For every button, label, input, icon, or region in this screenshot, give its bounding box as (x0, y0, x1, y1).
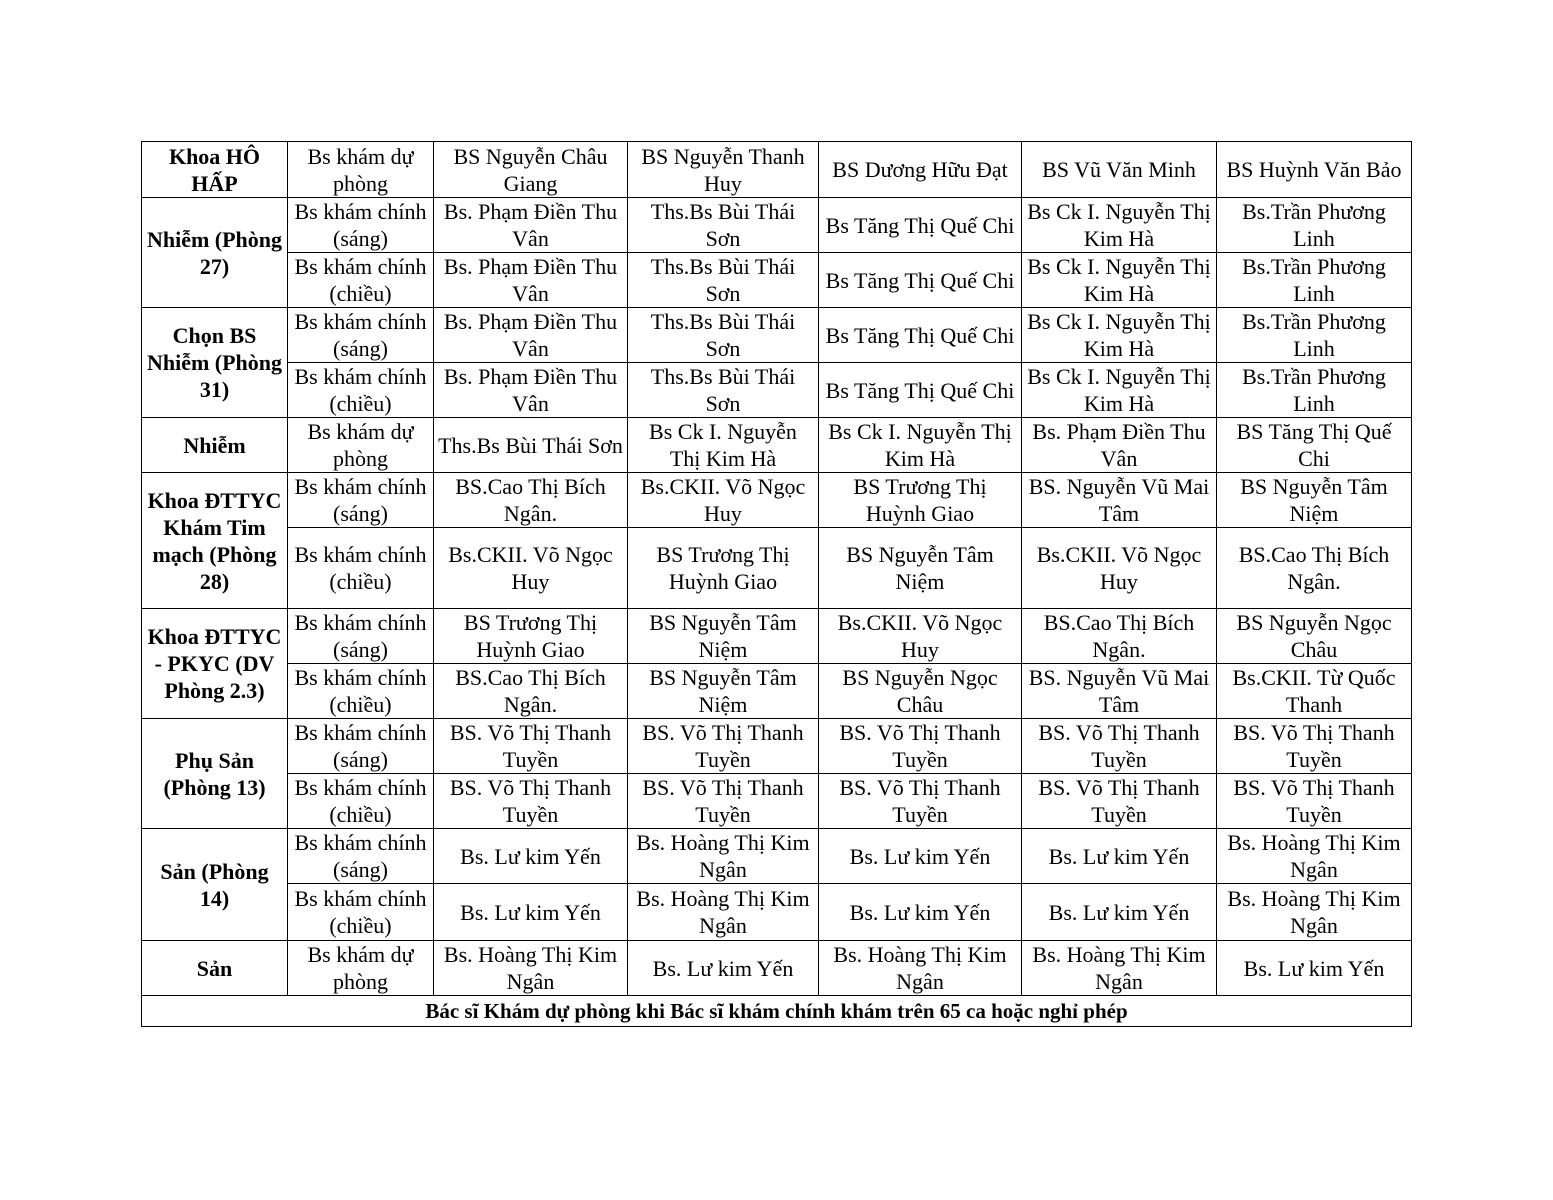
doctor-cell: BS. Võ Thị Thanh Tuyền (1022, 719, 1217, 774)
doctor-schedule-table (141, 141, 1412, 1027)
doctor-cell: Ths.Bs Bùi Thái Sơn (628, 253, 819, 308)
doctor-cell: BS Trương Thị Huỳnh Giao (434, 609, 628, 664)
doctor-cell: Bs Tăng Thị Quế Chi (819, 363, 1022, 418)
doctor-cell: Bs. Hoàng Thị Kim Ngân (1022, 941, 1217, 996)
doctor-cell: Bs. Lư kim Yến (819, 829, 1022, 884)
doctor-cell: Bs Ck I. Nguyễn Thị Kim Hà (1022, 308, 1217, 363)
doctor-cell: Bs Ck I. Nguyễn Thị Kim Hà (628, 418, 819, 473)
department-cell: Chọn BS Nhiễm (Phòng 31) (142, 308, 288, 418)
doctor-cell: BS Nguyễn Tâm Niệm (819, 528, 1022, 609)
doctor-cell: Bs.CKII. Võ Ngọc Huy (819, 609, 1022, 664)
table-row (142, 941, 1412, 996)
doctor-cell: BS. Võ Thị Thanh Tuyền (628, 774, 819, 829)
doctor-cell: BS. Võ Thị Thanh Tuyền (1217, 719, 1412, 774)
doctor-cell: BS Trương Thị Huỳnh Giao (628, 528, 819, 609)
role-cell: Bs khám chính (chiều) (288, 253, 434, 308)
doctor-cell: Bs. Phạm Điền Thu Vân (1022, 418, 1217, 473)
doctor-cell: Bs Ck I. Nguyễn Thị Kim Hà (1022, 363, 1217, 418)
doctor-cell: BS Nguyễn Tâm Niệm (628, 609, 819, 664)
doctor-cell: BS. Võ Thị Thanh Tuyền (819, 774, 1022, 829)
doctor-cell: BS Trương Thị Huỳnh Giao (819, 473, 1022, 528)
doctor-cell: Bs. Lư kim Yến (819, 884, 1022, 941)
doctor-cell: Bs. Phạm Điền Thu Vân (434, 308, 628, 363)
doctor-cell: Bs. Hoàng Thị Kim Ngân (1217, 884, 1412, 941)
doctor-cell: Bs.Trần Phương Linh (1217, 198, 1412, 253)
doctor-cell: Bs Ck I. Nguyễn Thị Kim Hà (819, 418, 1022, 473)
doctor-cell: BS. Nguyễn Vũ Mai Tâm (1022, 473, 1217, 528)
role-cell: Bs khám chính (sáng) (288, 473, 434, 528)
department-cell: Sản (Phòng 14) (142, 829, 288, 941)
doctor-cell: Bs. Hoàng Thị Kim Ngân (819, 941, 1022, 996)
table-row (142, 719, 1412, 774)
doctor-cell: Bs.CKII. Võ Ngọc Huy (628, 473, 819, 528)
doctor-cell: BS. Nguyễn Vũ Mai Tâm (1022, 664, 1217, 719)
table-row (142, 609, 1412, 664)
role-cell: Bs khám chính (sáng) (288, 829, 434, 884)
doctor-cell: Bs. Lư kim Yến (434, 884, 628, 941)
doctor-cell: Bs. Hoàng Thị Kim Ngân (434, 941, 628, 996)
role-cell: Bs khám chính (sáng) (288, 719, 434, 774)
doctor-cell: BS Dương Hữu Đạt (819, 142, 1022, 198)
doctor-cell: BS. Võ Thị Thanh Tuyền (819, 719, 1022, 774)
doctor-cell: BS Tăng Thị Quế Chi (1217, 418, 1412, 473)
role-cell: Bs khám chính (chiều) (288, 774, 434, 829)
doctor-cell: Ths.Bs Bùi Thái Sơn (628, 198, 819, 253)
doctor-cell: Ths.Bs Bùi Thái Sơn (434, 418, 628, 473)
doctor-cell: Bs Ck I. Nguyễn Thị Kim Hà (1022, 198, 1217, 253)
doctor-cell: BS. Võ Thị Thanh Tuyền (434, 774, 628, 829)
role-cell: Bs khám chính (sáng) (288, 308, 434, 363)
table-row (142, 884, 1412, 941)
doctor-cell: Bs. Lư kim Yến (628, 941, 819, 996)
doctor-cell: Bs. Hoàng Thị Kim Ngân (628, 829, 819, 884)
role-cell: Bs khám chính (sáng) (288, 198, 434, 253)
department-cell: Khoa ĐTTYC Khám Tim mạch (Phòng 28) (142, 473, 288, 609)
doctor-cell: Bs. Phạm Điền Thu Vân (434, 253, 628, 308)
doctor-cell: Bs. Lư kim Yến (434, 829, 628, 884)
doctor-cell: Bs. Phạm Điền Thu Vân (434, 198, 628, 253)
doctor-cell: Bs. Phạm Điền Thu Vân (434, 363, 628, 418)
doctor-cell: BS Nguyễn Châu Giang (434, 142, 628, 198)
footer-note: Bác sĩ Khám dự phòng khi Bác sĩ khám chính khám trên 65 ca hoặc nghỉ phép (142, 996, 1412, 1027)
doctor-cell: BS.Cao Thị Bích Ngân. (1022, 609, 1217, 664)
doctor-cell: Bs. Hoàng Thị Kim Ngân (1217, 829, 1412, 884)
doctor-cell: Bs. Lư kim Yến (1022, 884, 1217, 941)
doctor-cell: BS Nguyễn Ngọc Châu (819, 664, 1022, 719)
doctor-cell: Bs Tăng Thị Quế Chi (819, 253, 1022, 308)
doctor-cell: Bs. Lư kim Yến (1022, 829, 1217, 884)
doctor-cell: Bs Ck I. Nguyễn Thị Kim Hà (1022, 253, 1217, 308)
doctor-cell: BS.Cao Thị Bích Ngân. (1217, 528, 1412, 609)
table-row (142, 198, 1412, 253)
role-cell: Bs khám dự phòng (288, 142, 434, 198)
department-cell: Sản (142, 941, 288, 996)
role-cell: Bs khám chính (chiều) (288, 528, 434, 609)
doctor-cell: Bs.Trần Phương Linh (1217, 363, 1412, 418)
table-row (142, 253, 1412, 308)
table-row (142, 473, 1412, 528)
doctor-cell: Bs Tăng Thị Quế Chi (819, 308, 1022, 363)
table-row (142, 774, 1412, 829)
doctor-cell: Bs. Lư kim Yến (1217, 941, 1412, 996)
doctor-cell: Bs.CKII. Từ Quốc Thanh (1217, 664, 1412, 719)
table-row (142, 829, 1412, 884)
role-cell: Bs khám chính (chiều) (288, 884, 434, 941)
department-cell: Nhiễm (142, 418, 288, 473)
doctor-cell: Bs Tăng Thị Quế Chi (819, 198, 1022, 253)
doctor-cell: BS. Võ Thị Thanh Tuyền (1217, 774, 1412, 829)
doctor-cell: BS.Cao Thị Bích Ngân. (434, 473, 628, 528)
doctor-cell: BS Huỳnh Văn Bảo (1217, 142, 1412, 198)
doctor-cell: Bs.Trần Phương Linh (1217, 253, 1412, 308)
doctor-cell: BS.Cao Thị Bích Ngân. (434, 664, 628, 719)
doctor-cell: BS. Võ Thị Thanh Tuyền (628, 719, 819, 774)
doctor-cell: Bs.CKII. Võ Ngọc Huy (1022, 528, 1217, 609)
doctor-cell: Ths.Bs Bùi Thái Sơn (628, 308, 819, 363)
department-cell: Khoa HÔ HẤP (142, 142, 288, 198)
role-cell: Bs khám chính (sáng) (288, 609, 434, 664)
doctor-cell: BS Nguyễn Ngọc Châu (1217, 609, 1412, 664)
table-row (142, 528, 1412, 609)
table-row (142, 664, 1412, 719)
department-cell: Nhiễm (Phòng 27) (142, 198, 288, 308)
doctor-cell: BS. Võ Thị Thanh Tuyền (1022, 774, 1217, 829)
table-row (142, 363, 1412, 418)
role-cell: Bs khám chính (chiều) (288, 664, 434, 719)
role-cell: Bs khám dự phòng (288, 418, 434, 473)
table-row (142, 418, 1412, 473)
table-footer-row (142, 996, 1412, 1027)
doctor-cell: BS Nguyễn Thanh Huy (628, 142, 819, 198)
schedule-page (141, 141, 1411, 1027)
doctor-cell: Bs.Trần Phương Linh (1217, 308, 1412, 363)
department-cell: Phụ Sản (Phòng 13) (142, 719, 288, 829)
table-row (142, 142, 1412, 198)
department-cell: Khoa ĐTTYC - PKYC (DV Phòng 2.3) (142, 609, 288, 719)
doctor-cell: BS. Võ Thị Thanh Tuyền (434, 719, 628, 774)
doctor-cell: BS Nguyễn Tâm Niệm (1217, 473, 1412, 528)
doctor-cell: Bs. Hoàng Thị Kim Ngân (628, 884, 819, 941)
role-cell: Bs khám dự phòng (288, 941, 434, 996)
doctor-cell: Ths.Bs Bùi Thái Sơn (628, 363, 819, 418)
role-cell: Bs khám chính (chiều) (288, 363, 434, 418)
doctor-cell: Bs.CKII. Võ Ngọc Huy (434, 528, 628, 609)
doctor-cell: BS Nguyễn Tâm Niệm (628, 664, 819, 719)
table-row (142, 308, 1412, 363)
doctor-cell: BS Vũ Văn Minh (1022, 142, 1217, 198)
